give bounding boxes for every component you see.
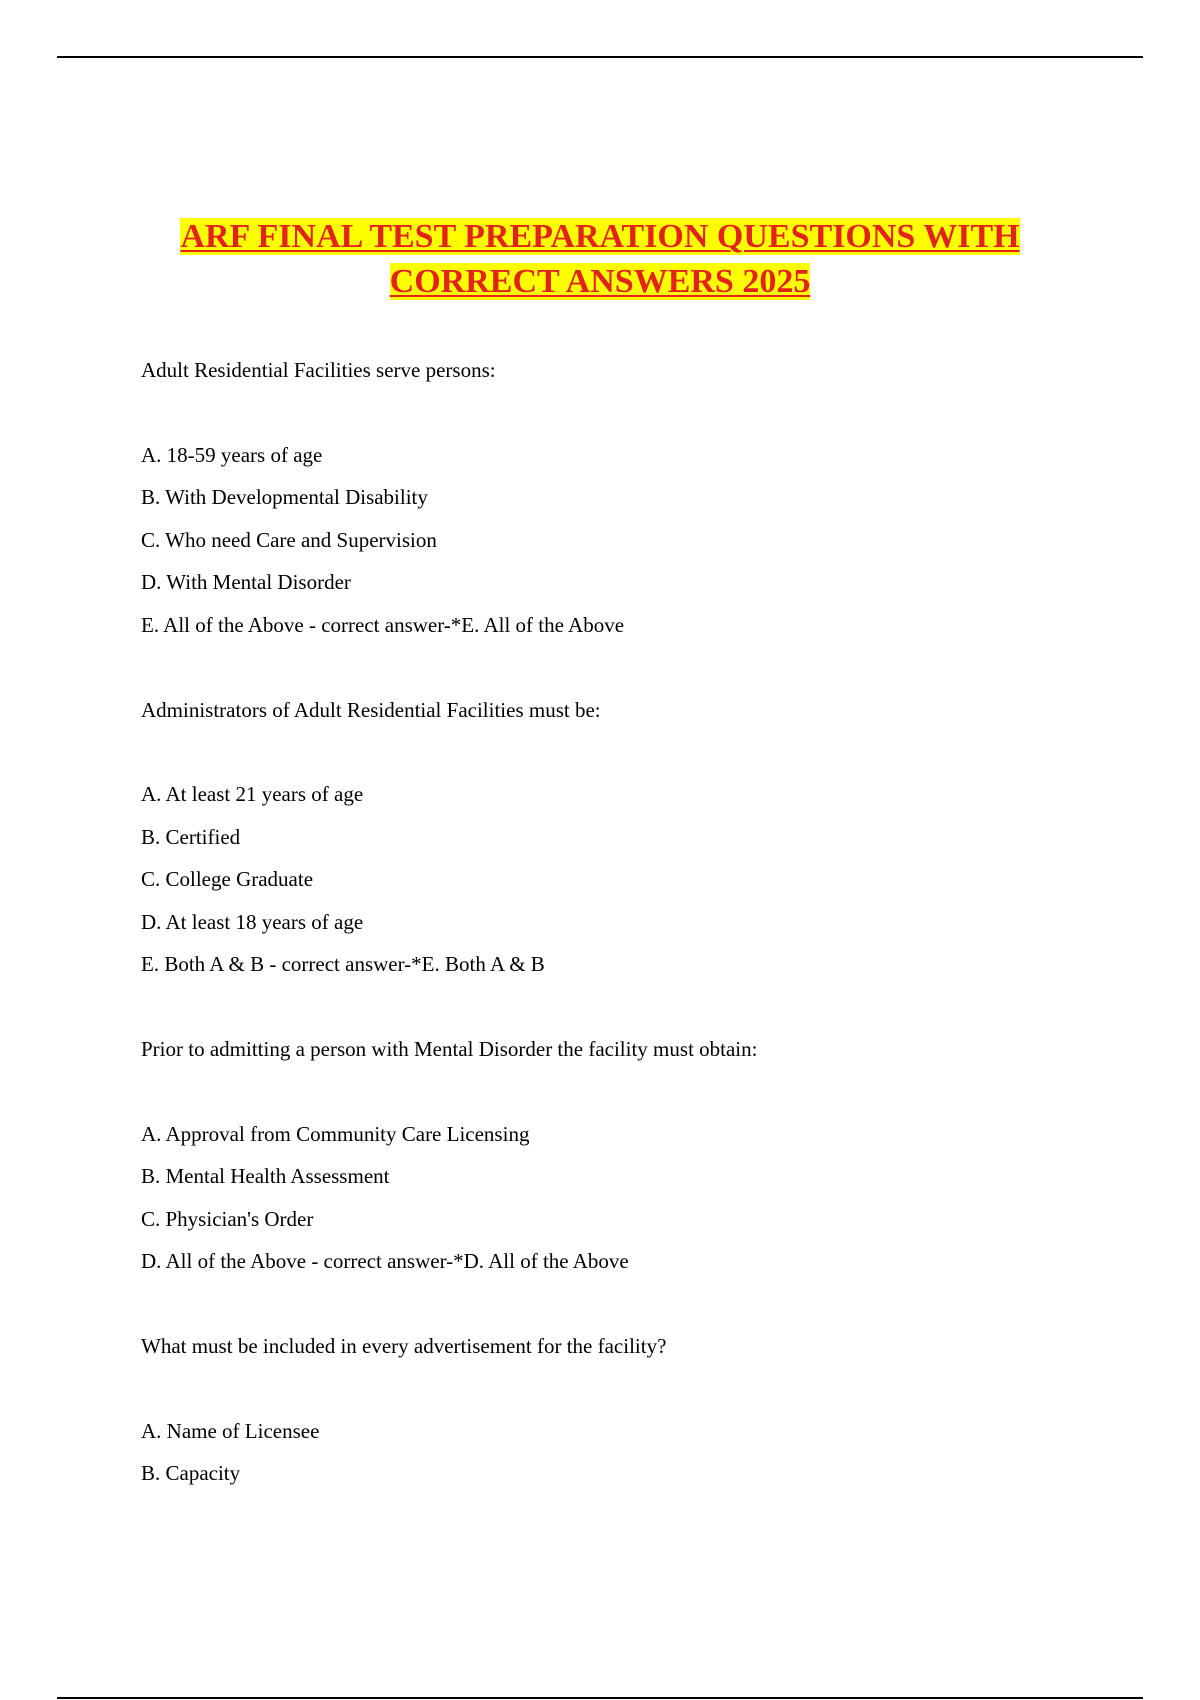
- header-rule: [57, 56, 1143, 58]
- question-1-option-c: C. Who need Care and Supervision: [141, 528, 437, 552]
- question-2-option-c: C. College Graduate: [141, 867, 314, 891]
- question-3-option-d-answer: D. All of the Above - correct answer-*D. All of the Above: [141, 1249, 629, 1273]
- question-1-prompt: Adult Residential Facilities serve persons:: [141, 358, 496, 382]
- document-title-line-1: ARF FINAL TEST PREPARATION QUESTIONS WITH: [180, 218, 1020, 255]
- question-1-option-d: D. With Mental Disorder: [141, 570, 351, 594]
- question-4-prompt: What must be included in every advertisement for the facility?: [141, 1334, 667, 1358]
- footer-rule: [57, 1697, 1143, 1699]
- document-title-line-2: CORRECT ANSWERS 2025: [389, 263, 811, 300]
- question-2-prompt: Administrators of Adult Residential Facilities must be:: [141, 698, 601, 722]
- question-1-option-e-answer: E. All of the Above - correct answer-*E. All of the Above: [141, 613, 625, 637]
- question-2-option-b: B. Certified: [141, 825, 241, 849]
- question-3-option-c: C. Physician's Order: [141, 1207, 314, 1231]
- question-1-option-a: A. 18-59 years of age: [141, 443, 323, 467]
- question-3-option-b: B. Mental Health Assessment: [141, 1164, 390, 1188]
- question-1-option-b: B. With Developmental Disability: [141, 485, 428, 509]
- question-3-option-a: A. Approval from Community Care Licensing: [141, 1122, 530, 1146]
- document-title: [100, 214, 1100, 304]
- question-3-prompt: Prior to admitting a person with Mental Disorder the facility must obtain:: [141, 1037, 758, 1061]
- question-2-option-a: A. At least 21 years of age: [141, 782, 364, 806]
- question-2-option-e-answer: E. Both A & B - correct answer-*E. Both A & B: [141, 952, 545, 976]
- question-4-option-b: B. Capacity: [141, 1461, 241, 1485]
- question-2-option-d: D. At least 18 years of age: [141, 910, 364, 934]
- question-4-option-a: A. Name of Licensee: [141, 1419, 320, 1443]
